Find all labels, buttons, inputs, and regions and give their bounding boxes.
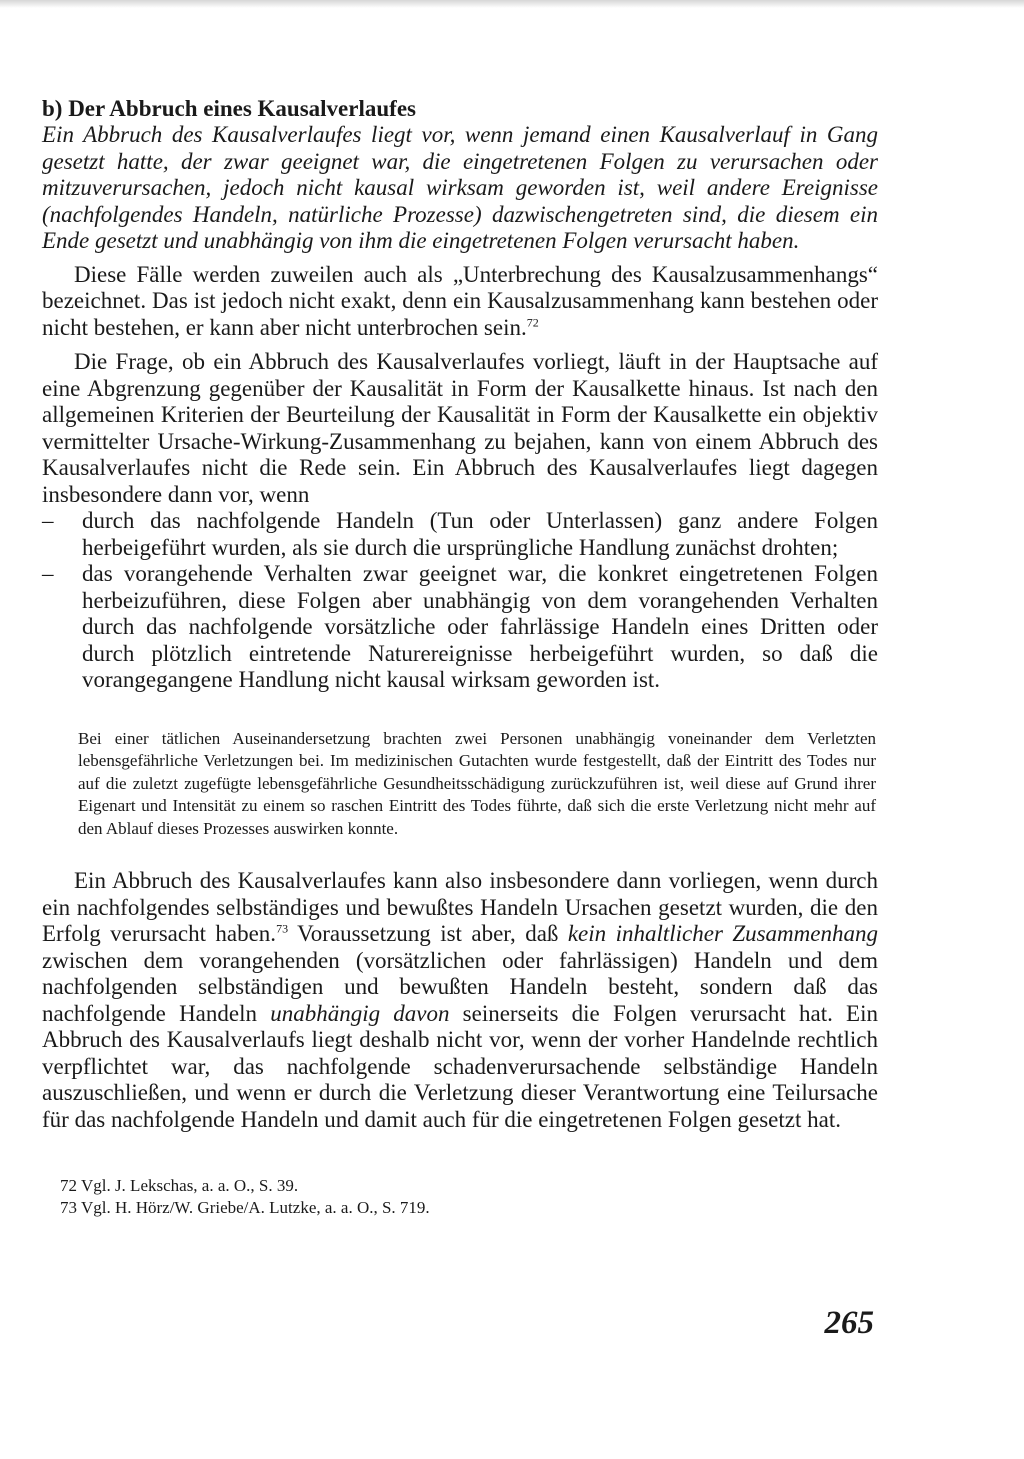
footnotes bbox=[42, 1175, 878, 1219]
emphasis-text: kein inhaltlicher Zusammenhang bbox=[567, 921, 878, 946]
list-item bbox=[42, 508, 878, 561]
paragraph-question: Die Frage, ob ein Abbruch des Kausalverlaufes vorliegt, läuft in der Hauptsache auf eine Abgrenzung gegenüber der Kausalität in Form der Kausalkette hinaus. Ist nach den allgemeinen Kriterien der Beurteilung der Kausalität in Form der Kausalkette ein objektiv vermittelter Ursache-Wirkung-Zusammenhang zu bejahen, kann von einem Abbruch des Kausalverlaufes nicht die Rede sein. Ein Abbruch des Kausalverlaufes liegt dagegen insbesondere dann vor, wenn bbox=[42, 349, 878, 507]
paragraph-text: Diese Fälle werden zuweilen auch als „Unterbrechung des Kausalzusammenhangs“ bezeichnet. Das ist jedoch nicht exakt, denn ein Kausalzusammenhang kann bestehen oder nicht bestehen, er kann aber nicht unterbrochen sein. bbox=[42, 261, 878, 340]
page-top-shadow bbox=[0, 0, 1024, 8]
list-item-text: durch das nachfolgende Handeln (Tun oder Unterlassen) ganz andere Folgen herbeigeführt wurden, als sie durch die ursprüngliche Handlung zunächst drohten; bbox=[82, 508, 878, 560]
dash-bullet: – bbox=[42, 561, 54, 586]
definition-paragraph: Ein Abbruch des Kausalverlaufes liegt vor, wenn jemand einen Kausalverlauf in Gang gesetzt hatte, der zwar geeignet war, die eingetretenen Folgen zu verursachen oder mitzuverursachen, jedoch nicht kausal wirksam geworden ist, weil andere Ereignisse (nachfolgendes Handeln, natürliche Prozesse) dazwischengetreten sind, die diesem ein Ende gesetzt und unabhängig von ihm die eingetretenen Folgen verursacht haben. bbox=[42, 122, 878, 253]
text-segment: zwischen dem vorangehenden (vorsätzlichen oder fahrlässigen) Handeln und dem nachfolgenden selbständigen und bewußten Handeln besteht, sondern daß das nachfolgende Handeln bbox=[42, 947, 878, 1026]
example-case: Bei einer tätlichen Auseinandersetzung brachten zwei Personen unabhängig voneinander dem Verletzten lebensgefährliche Verletzungen bei. Im medizinischen Gutachten wurde festgestellt, daß der Eintritt des Todes nur auf die zuletzt zugefügte lebensgefährliche Gesundheitsschädigung zurückzuführen ist, weil diese auf Grund ihrer Eigenart und Intensität zu einem so raschen Eintritt des Todes führte, daß sich die erste Verletzung nicht mehr auf den Ablauf dieses Prozesses auswirken konnte. bbox=[78, 728, 876, 838]
text-segment: Ein Abbruch des Kausalverlaufes kann also insbesondere dann vorliegen, wenn durch ein nachfolgendes selbständiges und bewußtes Handeln Ursachen gesetzt wurden, die den Erfolg verursacht haben. bbox=[42, 868, 878, 946]
footnote-ref-72[interactable]: 72 bbox=[526, 314, 539, 329]
list-item bbox=[42, 561, 878, 694]
section-heading: b) Der Abbruch eines Kausalverlaufes bbox=[42, 96, 416, 121]
emphasis-text: unabhängig davon bbox=[270, 1000, 450, 1026]
page-number: 265 bbox=[824, 1305, 874, 1341]
text-segment: seinerseits die Folgen verursacht hat. Ein Abbruch des Kausalverlaufs liegt deshalb nicht vor, wenn der vorher Handelnde rechtlich verpflichtet war, das nachfolgende schadenverursachende selbständige Handeln auszuschließen, und wenn er durch die Verletzung dieser Verantwortung eine Teilursache für das nachfolgende Handeln und damit auch für die eingetretenen Folgen gesetzt hat. bbox=[42, 1000, 878, 1132]
criteria-list bbox=[42, 508, 878, 694]
footnote-73: 73 Vgl. H. Hörz/W. Griebe/A. Lutzke, a. a. O., S. 719. bbox=[60, 1198, 430, 1217]
footnote-72: 72 Vgl. J. Lekschas, a. a. O., S. 39. bbox=[60, 1176, 299, 1195]
dash-bullet: – bbox=[42, 508, 54, 533]
text-segment: Voraussetzung ist aber, daß bbox=[288, 921, 568, 946]
list-item-text: das vorangehende Verhalten zwar geeignet war, die konkret eingetretenen Folgen herbeizuführen, diese Folgen aber unabhängig von dem vorangehenden Verhalten durch das nachfolgende vorsätzliche oder fahrlässige Handeln eines Dritten oder durch plötzlich eintretende Naturereignisse herbeigeführt wurden, so daß die vorangegangene Handlung nicht kausal wirksam geworden ist. bbox=[82, 561, 878, 692]
paragraph-interruption bbox=[42, 262, 878, 342]
footnote-ref-73[interactable]: 73 bbox=[276, 921, 289, 936]
paragraph-conclusion bbox=[42, 868, 878, 1133]
document-page bbox=[42, 96, 878, 1219]
